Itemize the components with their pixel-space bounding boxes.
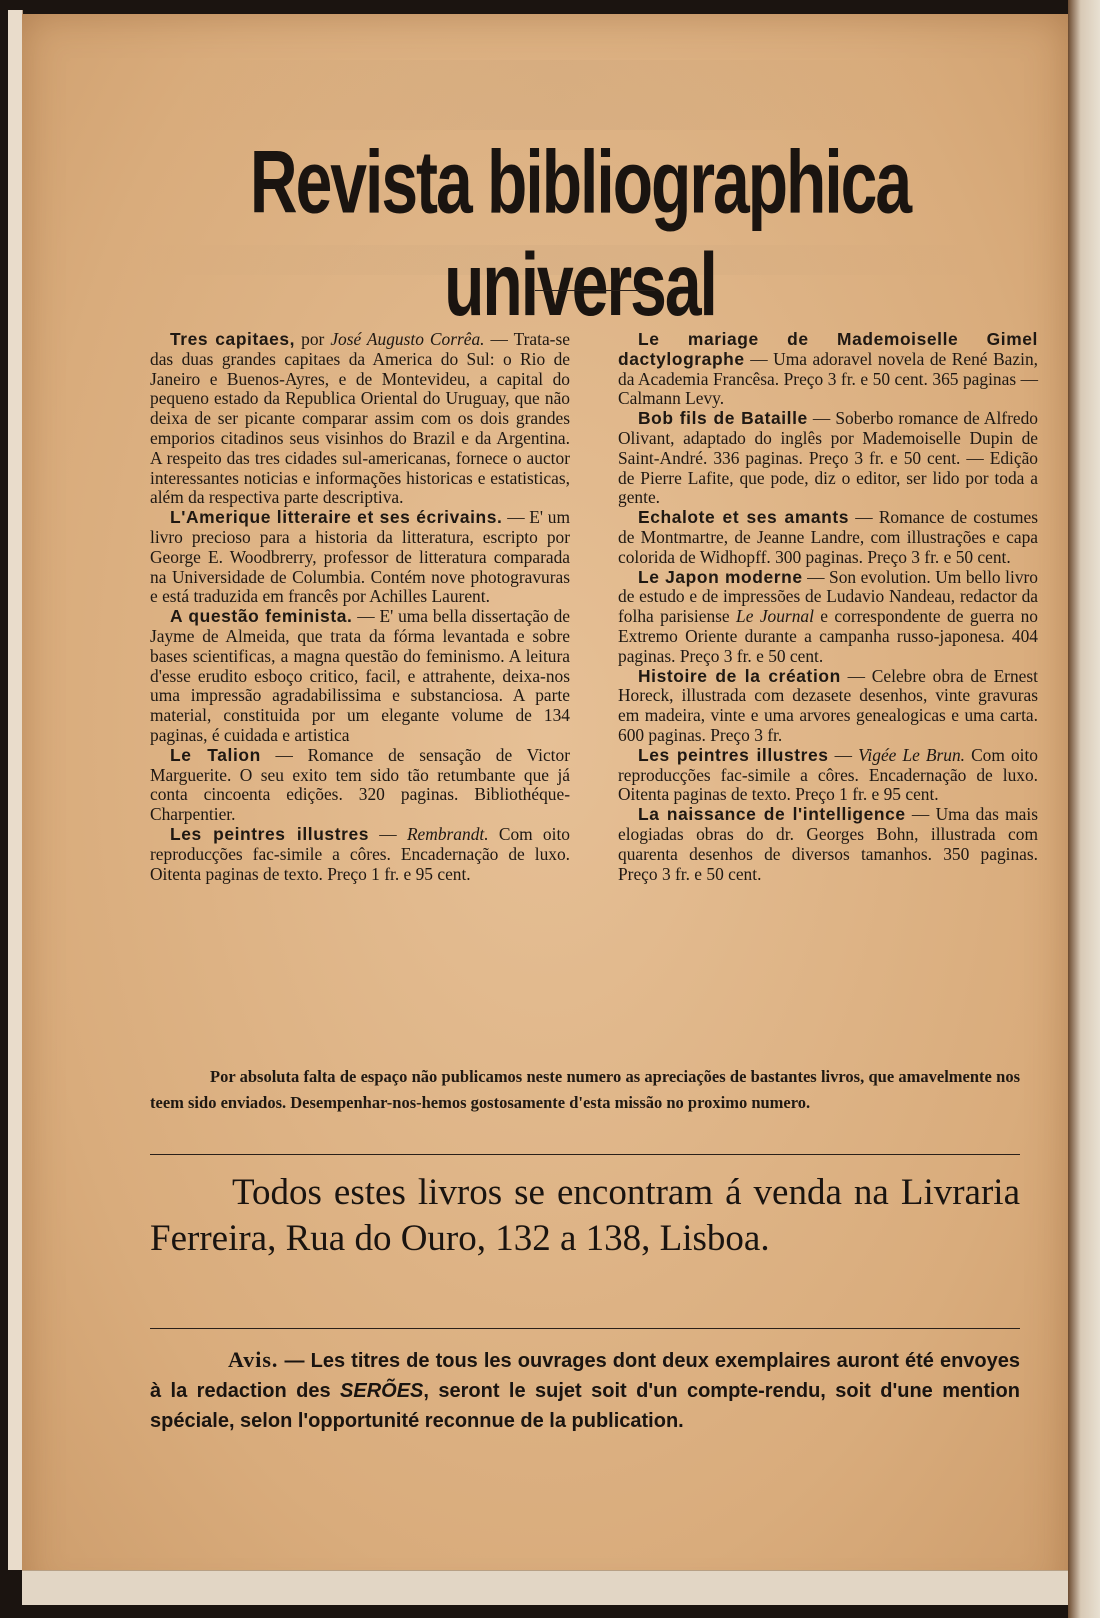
book-entry bbox=[618, 805, 1038, 884]
book-entry bbox=[618, 508, 1038, 567]
left-column bbox=[150, 330, 570, 884]
book-title: Les peintres illustres bbox=[170, 823, 370, 844]
entry-text: — Romance de sensação de Victor Marguerite. O seu exito tem sido tão retumbante que já conta cincoenta edições. 320 paginas. Bibliothéque-Charpentier. bbox=[150, 744, 570, 825]
book-title: Echalote et ses amants bbox=[638, 507, 850, 528]
book-title: Tres capitaes, bbox=[170, 329, 296, 349]
book-title: Les peintres illustres bbox=[638, 744, 829, 765]
book-title: Histoire de la création bbox=[638, 665, 841, 686]
entry-text: — E' uma bella dissertação de Jayme de Almeida, que trata da fórma levantada e sobre bases scientificas, a magna questão do feminismo. A leitura d'esse erudito esboço critico, facil, e attrahente, deixa-nos uma impressão agradabilissima e substanciosa. A parte material, constituida por um elegante volume de 134 paginas, é cuidada e artistica bbox=[150, 606, 571, 745]
entry-text: — Uma adoravel novela de René Bazin, da Academia Francêsa. Preço 3 fr. e 50 cent. 365 paginas — Calmann Levy. bbox=[618, 348, 1038, 409]
entry-text: por bbox=[295, 329, 331, 349]
entry-text: — bbox=[369, 823, 407, 844]
right-column bbox=[618, 330, 1038, 884]
entry-text: — Celebre obra de Ernest Horeck, illustrada com dezasete desenhos, vinte gravuras em madeira, vinte e uma arvores genealogicas e uma carta. 600 paginas. Preço 3 fr. bbox=[618, 665, 1038, 745]
entry-text: — Son evolution. Um bello livro de estudo e de impressões de Ludavio Nandeau, redactor da folha parisiense bbox=[618, 566, 1038, 627]
avis-notice bbox=[150, 1345, 1020, 1436]
page-right-edge bbox=[1068, 0, 1100, 1618]
book-entry bbox=[150, 746, 570, 825]
book-entry bbox=[618, 746, 1038, 805]
section-rule bbox=[150, 1328, 1020, 1329]
entry-text: — Soberbo romance de Alfredo Olivant, adaptado do inglês por Mademoiselle Dupin de Saint-André. 336 paginas. Preço 3 fr. e 50 cent. — Edição de Pierre Lafite, que pode, diz o editor, ser lido por toda a gente. bbox=[618, 408, 1038, 508]
book-entry bbox=[618, 667, 1038, 746]
book-entry bbox=[150, 825, 570, 884]
entry-text: — E' um livro precioso para a historia da litteratura, escripto por George E. Woodbrerry, professor de litteratura comparada na Universidade de Columbia. Contém nove photogravuras e está traduzida em francês por Achilles Laurent. bbox=[150, 507, 570, 607]
bookstore-advert: Todos estes livros se encontram á venda na Livraria Ferreira, Rua do Ouro, 132 a 138, Lisboa. bbox=[150, 1172, 1020, 1259]
book-title: Bob fils de Bataille bbox=[638, 408, 808, 429]
editorial-note: Por absoluta falta de espaço não publicamos neste numero as apreciações de bastantes livros, que amavelmente nos teem sido enviados. Desempenhar-nos-hemos gostosamente d'esta missão no proximo numero. bbox=[150, 1067, 1020, 1112]
entry-text: — Uma das mais elogiadas obras do dr. Georges Bohn, illustrada com quarenta desenhos de diversos tamanhos. 350 paginas. Preço 3 fr. e 50 cent. bbox=[618, 804, 1038, 884]
entry-text: — bbox=[828, 744, 859, 765]
section-rule bbox=[150, 1154, 1020, 1155]
masthead-title: Revista bibliographica universal bbox=[249, 131, 911, 334]
book-title: La naissance de l'intelligence bbox=[638, 804, 906, 825]
book-title: Le mariage de Mademoiselle Gimel dactylographe bbox=[618, 329, 1038, 369]
entry-text: Com oito reproducções fac-simile a côres. Encadernação de luxo. Oitenta paginas de texto. Preço 1 fr. e 95 cent. bbox=[618, 744, 1038, 805]
book-entry bbox=[150, 330, 570, 508]
avis-text: , seront le sujet soit d'un compte-rendu, soit d'une mention spéciale, selon l'opportunité reconnue de la publication. bbox=[150, 1380, 1020, 1432]
entry-text: Com oito reproducções fac-simile a côres. Encadernação de luxo. Oitenta paginas de texto. Preço 1 fr. e 95 cent. bbox=[150, 823, 570, 884]
publication-name: SERÕES bbox=[340, 1380, 424, 1402]
book-author: José Augusto Corrêa. bbox=[330, 329, 485, 349]
avis-label: Avis. bbox=[228, 1347, 279, 1372]
book-entry bbox=[618, 409, 1038, 508]
publication-name: Le Journal bbox=[736, 606, 814, 627]
title-rule bbox=[535, 290, 655, 291]
entry-text: — Romance de costumes de Montmartre, de Jeanne Landre, com illustrações e capa colorida de Widhopff. 300 paginas. Preço 3 fr. e 50 cent. bbox=[618, 507, 1038, 567]
book-entry bbox=[150, 508, 570, 607]
book-author: Rembrandt. bbox=[406, 823, 489, 844]
book-title: Le Talion bbox=[170, 744, 261, 765]
entry-text: — Trata-se das duas grandes capitaes da America do Sul: o Rio de Janeiro e Buenos-Ayres, e de Montevideu, a capital do pequeno estado da Republica Oriental do Uruguay, que não deixa de ser picante comparar assim com os dois grandes emporios citadinos seus visinhos do Brazil e da Argentina. A respeito das tres cidades sul-americanas, fornece o auctor interessantes noticias e informações historicas e estatisticas, além da respectiva parte descriptiva. bbox=[150, 329, 570, 508]
book-title: A questão feminista. bbox=[170, 606, 353, 627]
book-entry bbox=[150, 607, 570, 746]
book-entry bbox=[618, 330, 1038, 409]
entry-text: e correspondente de guerra no Extremo Oriente durante a campanha russo-japonesa. 404 paginas. Preço 3 fr. e 50 cent. bbox=[618, 606, 1038, 666]
avis-text: — Les titres de tous les ouvrages dont deux exemplaires auront été envoyes à la redaction des bbox=[150, 1350, 1020, 1402]
book-title: Le Japon moderne bbox=[638, 566, 803, 587]
book-title: L'Amerique litteraire et ses écrivains. bbox=[170, 507, 503, 528]
page-left-edge bbox=[8, 10, 23, 1570]
page-bottom-edge bbox=[22, 1570, 1068, 1605]
book-author: Vigée Le Brun. bbox=[858, 744, 966, 765]
book-entry bbox=[618, 568, 1038, 667]
